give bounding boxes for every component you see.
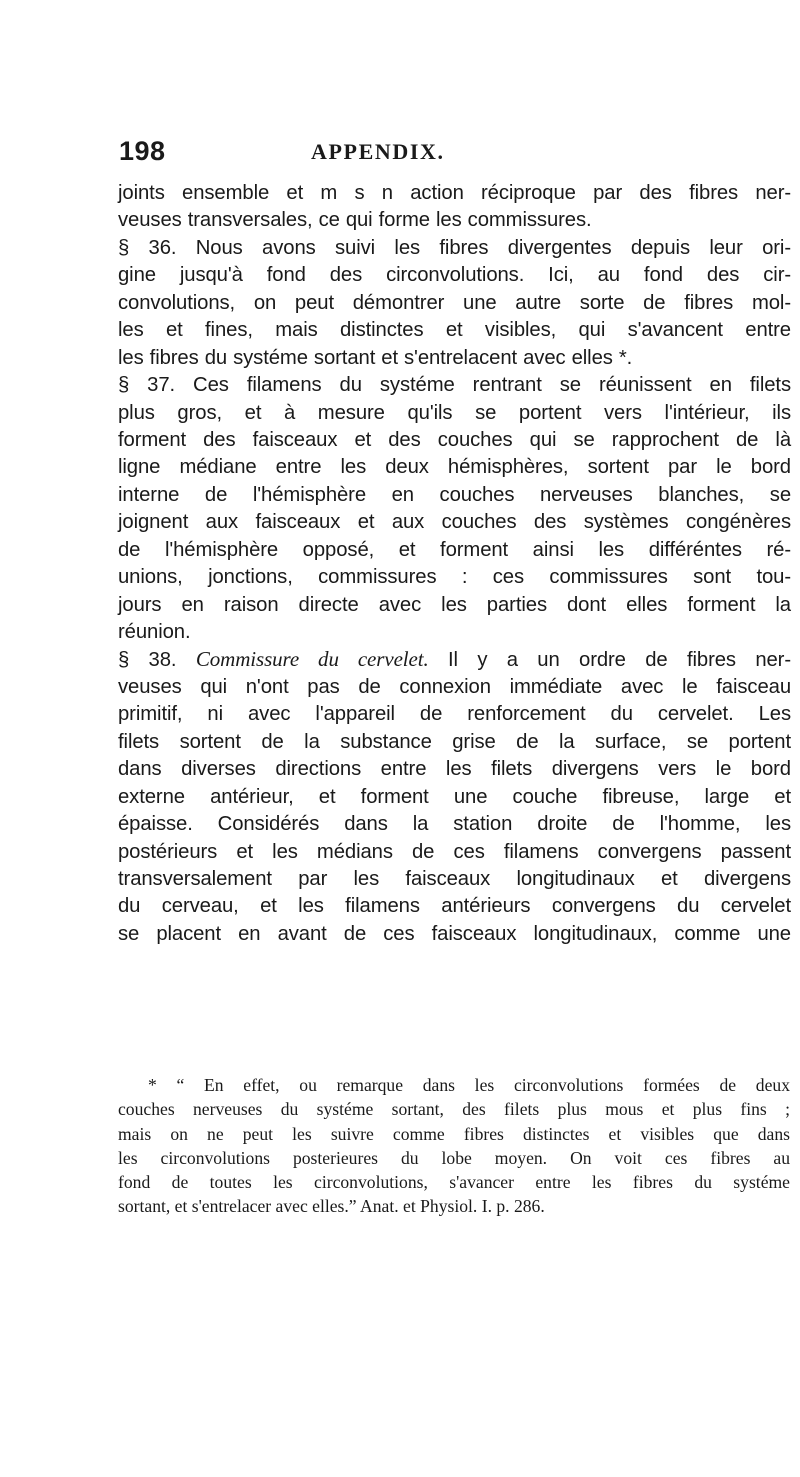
page-header xyxy=(0,136,800,170)
footnote-line: fond de toutes les circonvolutions, s'avancer entre les fibres du systéme xyxy=(118,1172,790,1193)
text-line: gine jusqu'à fond des circonvolutions. Ici, au fond des cir- xyxy=(118,264,791,287)
text-line: dans diverses directions entre les filets divergens vers le bord xyxy=(118,758,791,781)
text-line: plus gros, et à mesure qu'ils se portent vers l'intérieur, ils xyxy=(118,401,791,424)
text-line: forment des faisceaux et des couches qui se rapprochent de là xyxy=(118,428,791,451)
text-line: joignent aux faisceaux et aux couches des systèmes congénères xyxy=(118,511,791,534)
text-line: primitif, ni avec l'appareil de renforcement du cervelet. Les xyxy=(118,703,791,726)
text-line: externe antérieur, et forment une couche fibreuse, large et xyxy=(118,785,791,808)
text-line: transversalement par les faisceaux longitudinaux et divergens xyxy=(118,867,791,890)
text-line: jours en raison directe avec les parties dont elles forment la xyxy=(118,593,791,616)
text-line: les et fines, mais distinctes et visibles, qui s'avancent entre xyxy=(118,319,791,342)
running-head: APPENDIX. xyxy=(311,139,445,164)
footnote-line: * “ En effet, ou remarque dans les circonvolutions formées de deux xyxy=(148,1075,790,1095)
text-line: joints ensemble et m s n action réciproque par des fibres ner- xyxy=(118,182,791,204)
body-text xyxy=(118,180,791,948)
text-line: § 37. Ces filamens du systéme rentrant se réunissent en filets xyxy=(118,374,791,397)
text-line: unions, jonctions, commissures : ces commissures sont tou- xyxy=(118,566,791,589)
text-line: réunion. xyxy=(118,621,191,643)
text-line: du cerveau, et les filamens antérieurs convergens du cervelet xyxy=(118,895,791,918)
text-line: convolutions, on peut démontrer une autre sorte de fibres mol- xyxy=(118,291,791,314)
text-line: § 36. Nous avons suivi les fibres divergentes depuis leur ori- xyxy=(118,236,791,259)
section-rest: Il y a un ordre de fibres ner- xyxy=(428,649,791,672)
text-line: interne de l'hémisphère en couches nerveuses blanches, se xyxy=(118,483,791,506)
text-line: veuses transversales, ce qui forme les commissures. xyxy=(118,209,592,232)
footnote-line: les circonvolutions posterieures du lobe moyen. On voit ces fibres au xyxy=(118,1147,790,1168)
text-line: filets sortent de la substance grise de la surface, se portent xyxy=(118,730,791,753)
footnote xyxy=(118,1073,790,1219)
text-line: postérieurs et les médians de ces filamens convergens passent xyxy=(118,840,791,863)
text-line: veuses qui n'ont pas de connexion immédiate avec le faisceau xyxy=(118,675,791,698)
text-line: ligne médiane entre les deux hémisphères, sortent par le bord xyxy=(118,456,791,479)
footnote-line: couches nerveuses du systéme sortant, des filets plus mous et plus fins ; xyxy=(118,1099,790,1120)
text-line: de l'hémisphère opposé, et forment ainsi les différéntes ré- xyxy=(118,538,791,561)
section-title-italic: Commissure du cervelet. xyxy=(195,647,429,672)
footnote-line: mais on ne peut les suivre comme fibres distinctes et visibles que dans xyxy=(118,1123,790,1144)
text-line-commissure-heading xyxy=(118,646,791,673)
section-number: § 38. xyxy=(118,649,196,672)
text-line: les fibres du systéme sortant et s'entrelacent avec elles *. xyxy=(118,346,633,369)
text-line: épaisse. Considérés dans la station droite de l'homme, les xyxy=(118,813,791,836)
footnote-line: sortant, et s'entrelacer avec elles.” Anat. et Physiol. I. p. 286. xyxy=(118,1196,545,1217)
text-line: se placent en avant de ces faisceaux longitudinaux, comme une xyxy=(118,922,791,945)
page-number: 198 xyxy=(119,136,166,166)
